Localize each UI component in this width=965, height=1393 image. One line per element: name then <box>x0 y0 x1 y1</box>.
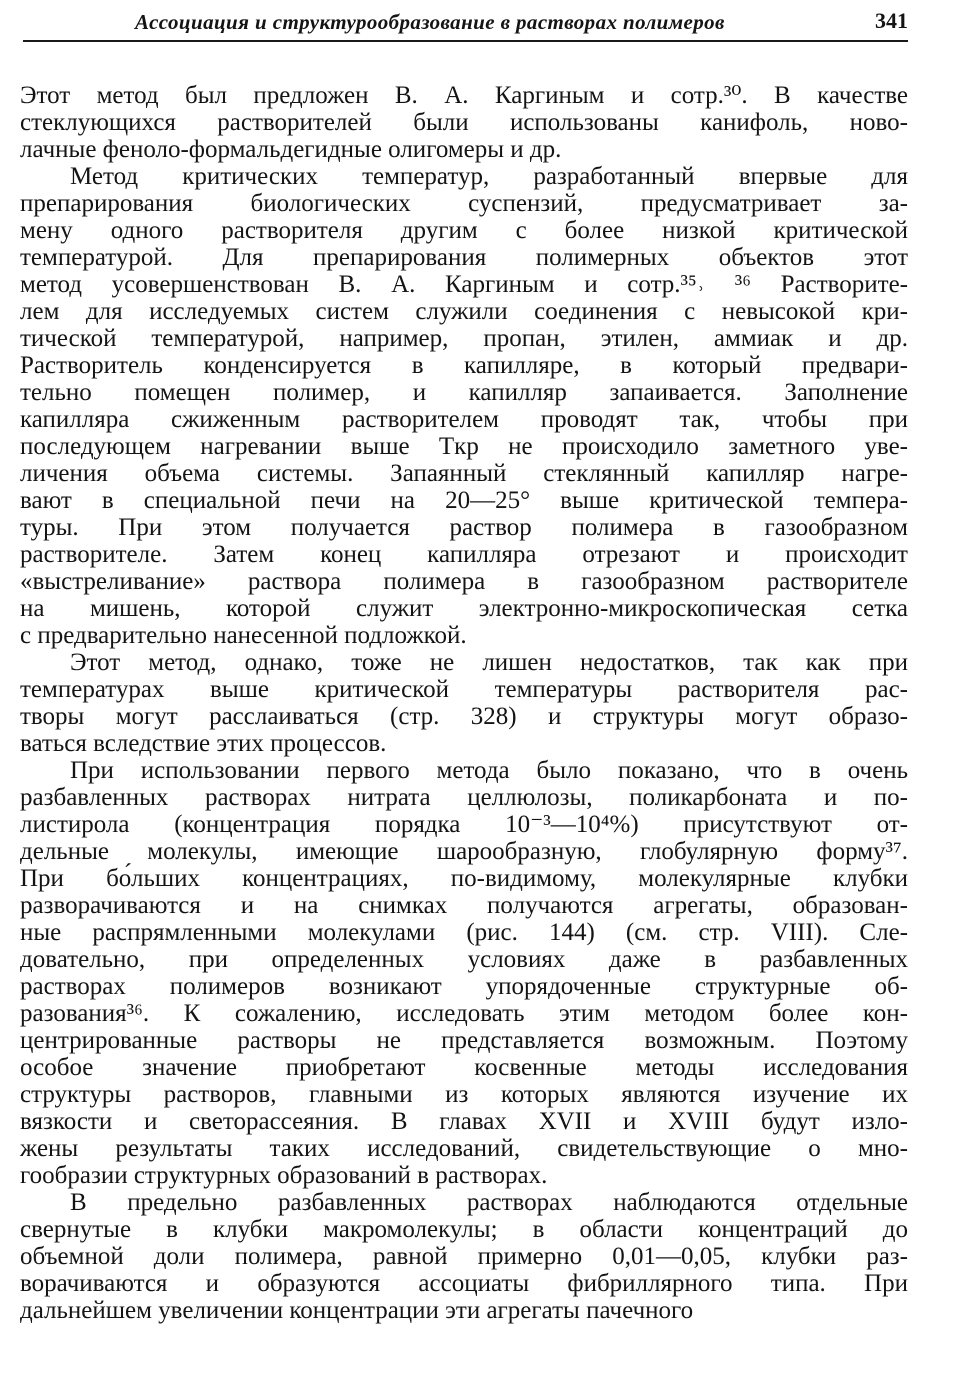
text-line: Метод критических температур, разработанный впервые для <box>70 163 908 190</box>
text-line: Этот метод, однако, тоже не лишен недостатков, так как при <box>70 649 908 676</box>
text-line: особое значение приобретают косвенные методы исследования <box>20 1054 908 1081</box>
text-line: личения объема системы. Запаянный стеклянный капилляр нагре- <box>20 460 908 487</box>
text-line: вязкости и светорассеяния. В главах XVII и XVIII будут изло- <box>20 1108 908 1135</box>
text-line: тельно помещен полимер, и капилляр запаивается. Заполнение <box>20 379 908 406</box>
text-line: дельные молекулы, имеющие шарообразную, глобулярную форму³⁷. <box>20 838 908 865</box>
text-line: температурой. Для препарирования полимерных объектов этот <box>20 244 908 271</box>
text-line: капилляра сжиженным растворителем проводят так, чтобы при <box>20 406 908 433</box>
text-line: на мишень, которой служит электронно-микроскопическая сетка <box>20 595 908 622</box>
text-line: объемной доли полимера, равной примерно 0,01—0,05, клубки раз- <box>20 1243 908 1270</box>
page-number: 341 <box>875 8 908 33</box>
paragraph <box>20 82 908 163</box>
running-header-title: Ассоциация и структурообразование в растворах полимеров <box>135 10 725 34</box>
text-line: разбавленных растворах нитрата целлюлозы, поликарбоната и по- <box>20 784 908 811</box>
text-line: ные распрямленными молекулами (рис. 144) (см. стр. VIII). Сле- <box>20 919 908 946</box>
text-line: творы могут расслаиваться (стр. 328) и структуры могут образо- <box>20 703 908 730</box>
text-line: препарирования биологических суспензий, предусматривает за- <box>20 190 908 217</box>
text-line: Растворитель конденсируется в капилляре, в который предвари- <box>20 352 908 379</box>
text-line: ваться вследствие этих процессов. <box>20 730 387 757</box>
text-line: дальнейшем увеличении концентрации эти агрегаты пачечного <box>20 1297 694 1324</box>
text-line: ворачиваются и образуются ассоциаты фибриллярного типа. При <box>20 1270 908 1297</box>
body-text <box>20 82 908 1324</box>
paragraph <box>20 163 908 649</box>
text-line: «выстреливание» раствора полимера в газообразном растворителе <box>20 568 908 595</box>
text-line: При использовании первого метода было показано, что в очень <box>70 757 908 784</box>
text-line: При бо́льших концентрациях, по-видимому, молекулярные клубки <box>20 865 908 892</box>
text-line: гообразии структурных образований в растворах. <box>20 1162 548 1189</box>
text-line: листирола (концентрация порядка 10⁻³—10⁴%) присутствуют от- <box>20 811 908 838</box>
text-line: довательно, при определенных условиях даже в разбавленных <box>20 946 908 973</box>
text-line: стеклующихся растворителей были использованы канифоль, ново- <box>20 109 908 136</box>
text-line: туры. При этом получается раствор полимера в газообразном <box>20 514 908 541</box>
text-line: центрированные растворы не представляется возможным. Поэтому <box>20 1027 908 1054</box>
text-line: с предварительно нанесенной подложкой. <box>20 622 467 649</box>
paragraph <box>20 649 908 757</box>
paragraph <box>20 757 908 1189</box>
text-line: разворачиваются и на снимках получаются агрегаты, образован- <box>20 892 908 919</box>
paragraph <box>20 1189 908 1324</box>
text-line: структуры растворов, главными из которых являются изучение их <box>20 1081 908 1108</box>
text-line: свернутые в клубки макромолекулы; в области концентраций до <box>20 1216 908 1243</box>
text-line: температурах выше критической температуры растворителя рас- <box>20 676 908 703</box>
text-line: вают в специальной печи на 20—25° выше критической темпера- <box>20 487 908 514</box>
text-line: метод усовершенствован В. А. Каргиным и сотр.³⁵˒ ³⁶ Растворите- <box>20 271 908 298</box>
text-line: мену одного растворителя другим с более низкой критической <box>20 217 908 244</box>
text-line: жены результаты таких исследований, свидетельствующие о мно- <box>20 1135 908 1162</box>
text-line: растворителе. Затем конец капилляра отрезают и происходит <box>20 541 908 568</box>
text-line: тической температурой, например, пропан, этилен, аммиак и др. <box>20 325 908 352</box>
running-header <box>23 6 908 42</box>
text-line: В предельно разбавленных растворах наблюдаются отдельные <box>70 1189 908 1216</box>
text-line: растворах полимеров возникают упорядоченные структурные об- <box>20 973 908 1000</box>
text-line: разования³⁶. К сожалению, исследовать этим методом более кон- <box>20 1000 908 1027</box>
text-line: лем для исследуемых систем служили соединения с невысокой кри- <box>20 298 908 325</box>
text-line: Этот метод был предложен В. А. Каргиным и сотр.³⁰. В качестве <box>20 82 908 109</box>
text-line: лачные феноло-формальдегидные олигомеры и др. <box>20 136 562 163</box>
text-line: последующем нагревании выше Tкр не происходило заметного уве- <box>20 433 908 460</box>
book-page <box>20 6 908 1386</box>
